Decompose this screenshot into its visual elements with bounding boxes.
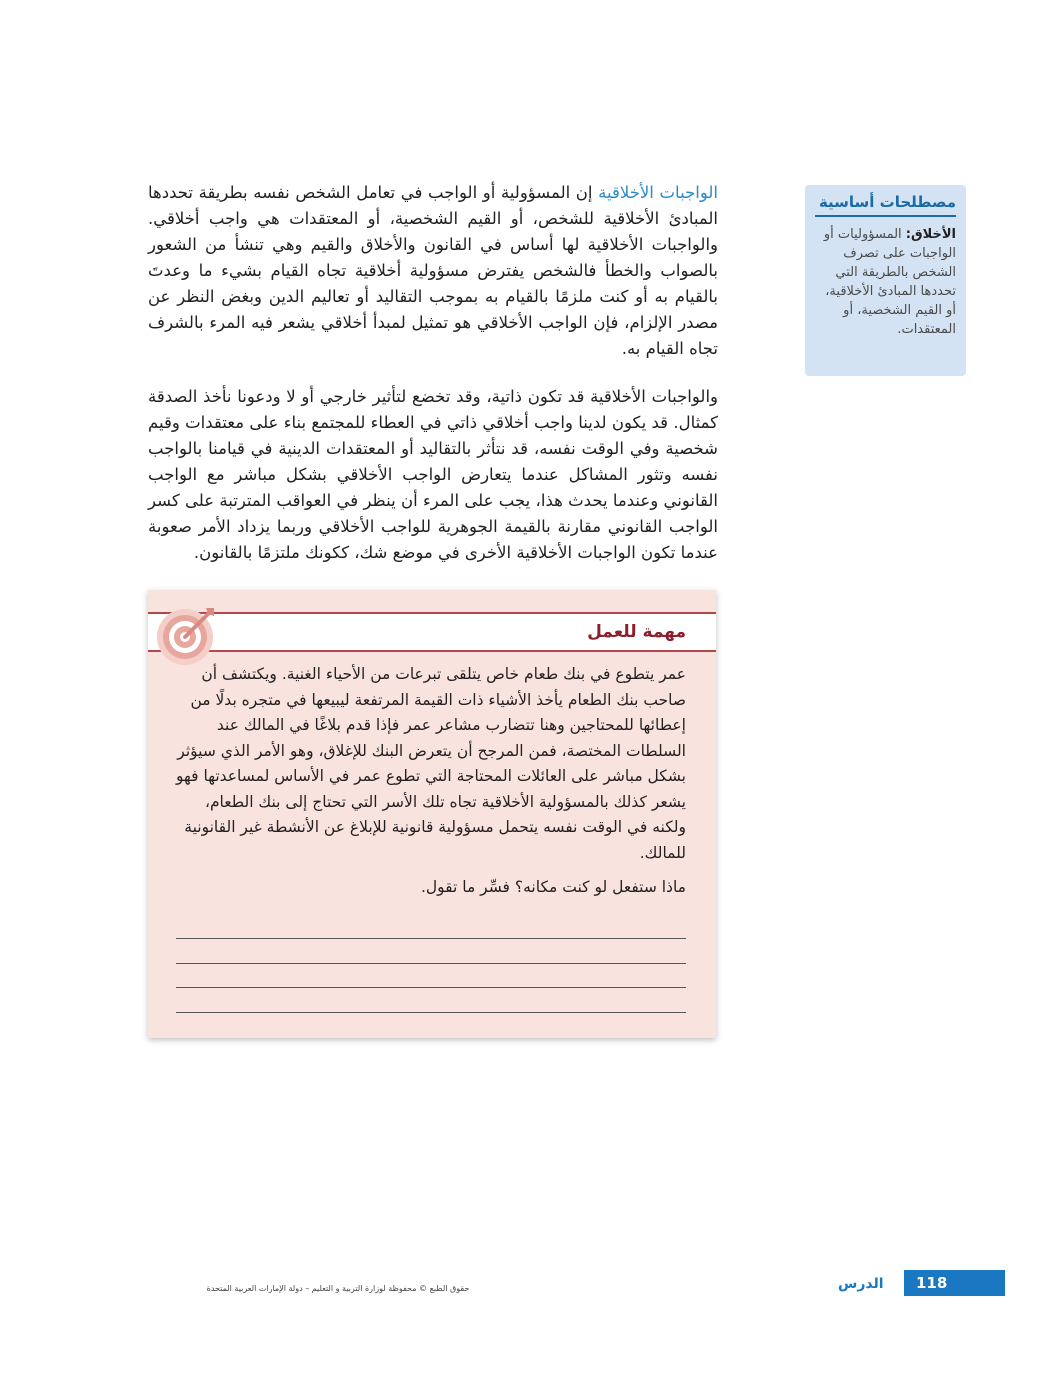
sidebar-title: مصطلحات أساسية — [815, 193, 956, 217]
answer-line[interactable] — [176, 938, 686, 939]
answer-line[interactable] — [176, 1012, 686, 1013]
key-terms-sidebar — [805, 185, 966, 376]
paragraph-2: والواجبات الأخلاقية قد تكون ذاتية، وقد تخضع لتأثير خارجي أو لا ودعونا نأخذ الصدقة كمثال. قد يكون لدينا واجب أخلاقي ذاتي في العطاء للمجتمع بناء على معتقدات وقيم شخصية وفي الوقت نفسه، قد نتأثر بالتقاليد أو المعتقدات الدينية في قيامنا بالواجب نفسه وتثور المشاكل عندما يتعارض الواجب الأخلاقي بشكل مباشر مع الواجب القانوني وعندما يحدث هذا، يجب على المرء أن ينظر في العواقب المترتبة على كسر الواجب القانوني مقارنة بالقيمة الجوهرية للواجب الأخلاقي وربما يزداد الأمر صعوبة عندما تكون الواجبات الأخلاقية الأخرى في موضع شك، ككونك ملتزمًا بالقانون. — [148, 387, 718, 562]
task-title: مهمة للعمل — [587, 622, 686, 642]
sidebar-definition — [815, 225, 956, 339]
answer-line[interactable] — [176, 987, 686, 988]
task-scenario-text: عمر يتطوع في بنك طعام خاص يتلقى تبرعات من الأحياء الغنية. ويكتشف أن صاحب بنك الطعام يأخذ الأشياء ذات القيمة المرتفعة ليبيعها في متجره بدلًا من إعطائها للمحتاجين وهنا تتضارب مشاعر عمر فإذا قدم بلاغًا في المالك عند السلطات المختصة، فمن المرجح أن يتعرض البنك للإغلاق، وهو الأمر الذي سيؤثر بشكل مباشر على العائلات المحتاجة التي تطوع عمر في الأساس لمساعدتها فهو يشعر كذلك بالمسؤولية الأخلاقية تجاه تلك الأسر التي تحتاج إلى بنك الطعام، ولكنه في الوقت نفسه يتحمل مسؤولية قانونية للإبلاغ عن الأنشطة غير القانونية للمالك. — [176, 665, 686, 862]
sidebar-term-definition: المسؤوليات أو الواجبات على تصرف الشخص بالطريقة التي تحددها المبادئ الأخلاقية، أو القيم الشخصية، أو المعتقدات. — [823, 227, 956, 337]
lesson-label: الدرس — [838, 1276, 884, 1292]
key-term-highlight: الواجبات الأخلاقية — [598, 183, 718, 202]
target-icon — [156, 604, 218, 666]
page-number: 118 — [904, 1270, 1005, 1296]
task-box — [148, 590, 716, 1038]
paragraph-1-text: إن المسؤولية أو الواجب في تعامل الشخص نفسه بطريقة تحددها المبادئ الأخلاقية للشخص، أو القيم الشخصية، أو المعتقدات هي واجب أخلاقي. والواجبات الأخلاقية لها أساس في القانون والأخلاق والقيم وهي تنشأ من الشعور بالصواب والخطأ فالشخص يفترض مسؤولية أخلاقية تجاه القيام بشيء ما وعدتَ بالقيام به أو كنت ملزمًا بالقيام به بموجب التقاليد أو تعاليم الدين وبغض النظر عن مصدر الإلزام، فإن الواجب الأخلاقي هو تمثيل لمبدأ أخلاقي يشعر فيه المرء بالشرف تجاه القيام به. — [148, 183, 718, 358]
copyright-notice: حقوق الطبع © محفوظة لوزارة التربية و التعليم – دولة الإمارات العربية المتحدة — [206, 1284, 470, 1293]
main-text-column — [148, 180, 718, 588]
answer-line[interactable] — [176, 963, 686, 964]
task-header — [148, 612, 716, 652]
task-question: ماذا ستفعل لو كنت مكانه؟ فسِّر ما تقول. — [420, 878, 686, 896]
sidebar-term: الأخلاق: — [905, 227, 956, 242]
paragraph-moral-duties — [148, 180, 718, 362]
